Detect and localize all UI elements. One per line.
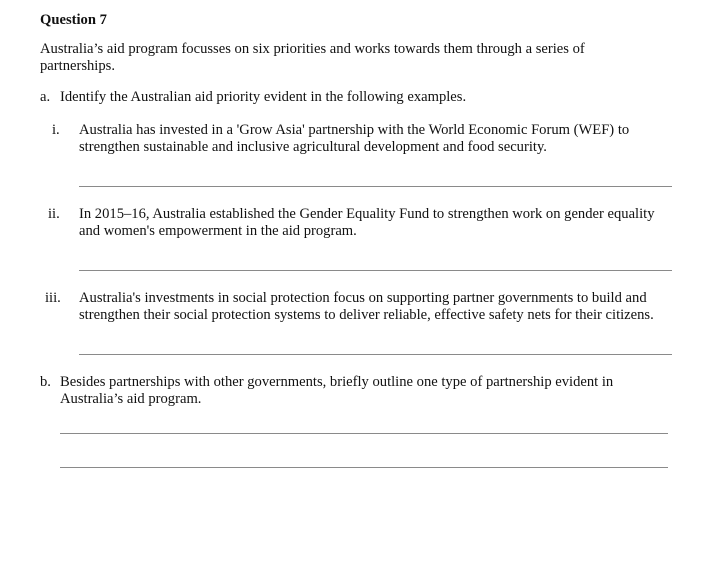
intro-line-1: Australia’s aid program focusses on six priorities and works towards them through a series of bbox=[40, 41, 585, 57]
answer-line-ii[interactable] bbox=[79, 270, 672, 271]
part-b-line-2: Australia’s aid program. bbox=[60, 391, 202, 407]
answer-line-i[interactable] bbox=[79, 186, 672, 187]
item-ii-line-2: and women's empowerment in the aid program. bbox=[79, 223, 357, 239]
item-iii-line-2: strengthen their social protection systems to deliver reliable, effective safety nets for their citizens. bbox=[79, 307, 654, 323]
item-i-line-1: Australia has invested in a 'Grow Asia' partnership with the World Economic Forum (WEF) to bbox=[79, 122, 630, 138]
item-i-numeral: i. bbox=[52, 122, 60, 138]
item-ii-line-1: In 2015–16, Australia established the Gender Equality Fund to strengthen work on gender equality bbox=[79, 206, 655, 222]
question-title: Question 7 bbox=[40, 12, 107, 28]
item-i-line-2: strengthen sustainable and inclusive agricultural development and food security. bbox=[79, 139, 547, 155]
part-a-prompt: Identify the Australian aid priority evident in the following examples. bbox=[60, 89, 467, 105]
part-b-line-1: Besides partnerships with other governments, briefly outline one type of partnership evident in bbox=[60, 374, 614, 390]
part-b-label: b. bbox=[40, 374, 51, 390]
item-iii-line-1: Australia's investments in social protection focus on supporting partner governments to build and bbox=[79, 290, 647, 306]
part-a-label: a. bbox=[40, 89, 51, 105]
item-ii-numeral: ii. bbox=[48, 206, 60, 222]
intro-line-2: partnerships. bbox=[40, 58, 115, 74]
answer-line-iii[interactable] bbox=[79, 354, 672, 355]
answer-line-b-1[interactable] bbox=[60, 433, 668, 434]
answer-line-b-2[interactable] bbox=[60, 467, 668, 468]
item-iii-numeral: iii. bbox=[45, 290, 61, 306]
